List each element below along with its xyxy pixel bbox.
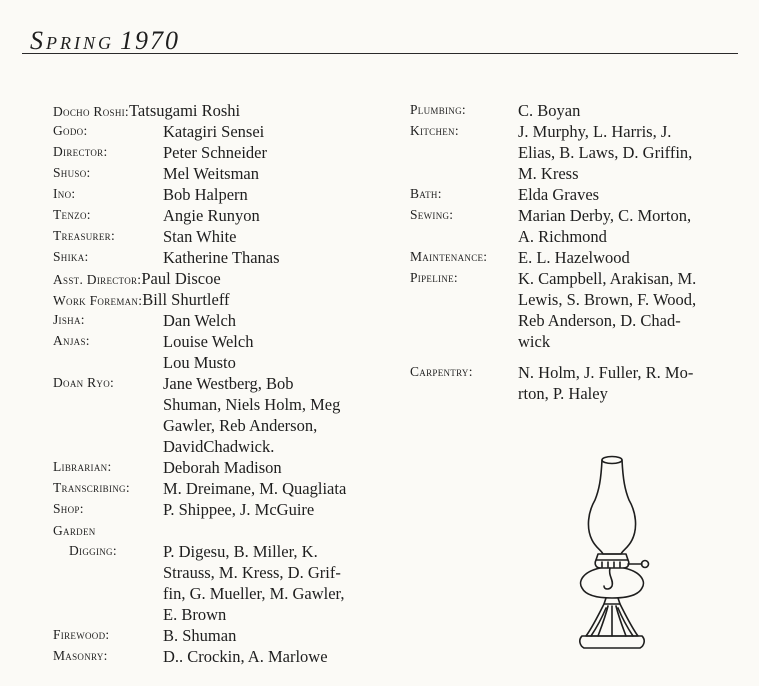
entry-pipeline xyxy=(410,268,750,352)
names-block xyxy=(142,290,229,309)
role-label: Tenzo: xyxy=(53,207,91,222)
name-line: B. Shuman xyxy=(163,626,237,645)
name-line: Mel Weitsman xyxy=(163,164,259,183)
role-label: Firewood: xyxy=(53,627,110,642)
name-line: Angie Runyon xyxy=(163,206,260,225)
name-line: Peter Schneider xyxy=(163,143,268,162)
role-label: Godo: xyxy=(53,123,88,138)
names-block xyxy=(53,163,398,184)
name-line: Bill Shurtleff xyxy=(142,290,230,309)
role-label: Treasurer: xyxy=(53,228,116,243)
names-block xyxy=(410,268,750,352)
role-label: Docho Roshi: xyxy=(53,104,129,119)
entry-godo xyxy=(53,121,398,142)
name-line: K. Campbell, Arakisan, M. xyxy=(518,269,697,288)
name-line: Jane Westberg, Bob xyxy=(163,374,294,393)
name-line: P. Digesu, B. Miller, K. xyxy=(163,542,318,561)
name-line: C. Boyan xyxy=(518,101,581,120)
name-line: Elda Graves xyxy=(518,185,600,204)
name-line: E. L. Hazelwood xyxy=(518,248,630,267)
entry-garden xyxy=(53,520,398,541)
role-label: Bath: xyxy=(410,186,442,201)
role-label: Maintenance: xyxy=(410,249,488,264)
name-line: Lewis, S. Brown, F. Wood, xyxy=(518,290,697,309)
name-line: P. Shippee, J. McGuire xyxy=(163,500,315,519)
names-block xyxy=(410,205,750,247)
name-line: fin, G. Mueller, M. Gawler, xyxy=(163,584,345,603)
role-label: Anjas: xyxy=(53,333,90,348)
name-line: Lou Musto xyxy=(163,353,236,372)
names-block xyxy=(53,184,398,205)
entry-tenzo xyxy=(53,205,398,226)
entry-shop xyxy=(53,499,398,520)
entry-kitchen xyxy=(410,121,750,184)
name-line: DavidChadwick. xyxy=(163,437,275,456)
name-line: Paul Discoe xyxy=(141,269,221,288)
names-block xyxy=(141,269,220,288)
title-season: Spring xyxy=(30,26,114,55)
role-label: Director: xyxy=(53,144,108,159)
role-label: Masonry: xyxy=(53,648,108,663)
entry-librarian xyxy=(53,457,398,478)
entry-director xyxy=(53,142,398,163)
page-title xyxy=(30,26,180,56)
entry-digging xyxy=(53,541,398,625)
names-block xyxy=(53,121,398,142)
entry-maintenance xyxy=(410,247,750,268)
entry-shuso xyxy=(53,163,398,184)
entry-carpentry xyxy=(410,362,750,404)
name-line: wick xyxy=(518,332,551,351)
entry-treasurer xyxy=(53,226,398,247)
entry-plumbing xyxy=(410,100,750,121)
role-label: Doan Ryo: xyxy=(53,375,115,390)
name-line: D.. Crockin, A. Marlowe xyxy=(163,647,328,666)
names-block xyxy=(53,499,398,520)
role-label: Carpentry: xyxy=(410,364,473,379)
name-line: Shuman, Niels Holm, Meg xyxy=(163,395,341,414)
entry-asst-director xyxy=(53,268,398,289)
entry-bath xyxy=(410,184,750,205)
name-line: Katherine Thanas xyxy=(163,248,280,267)
names-block xyxy=(53,310,398,331)
name-line: Dan Welch xyxy=(163,311,237,330)
role-label: Asst. Director: xyxy=(53,272,142,287)
name-line: Katagiri Sensei xyxy=(163,122,265,141)
header-rule xyxy=(22,53,738,54)
names-block xyxy=(53,247,398,268)
role-label: Plumbing: xyxy=(410,102,466,117)
role-label: Sewing: xyxy=(410,207,454,222)
name-line: Marian Derby, C. Morton, xyxy=(518,206,692,225)
name-line: Deborah Madison xyxy=(163,458,282,477)
role-label: Garden xyxy=(53,523,96,538)
name-line: Reb Anderson, D. Chad- xyxy=(518,311,681,330)
entry-docho-roshi xyxy=(53,100,398,121)
role-label: Librarian: xyxy=(53,459,112,474)
name-line: Strauss, M. Kress, D. Grif- xyxy=(163,563,341,582)
role-label: Shuso: xyxy=(53,165,91,180)
entry-firewood xyxy=(53,625,398,646)
role-label: Digging: xyxy=(69,543,117,558)
entry-masonry xyxy=(53,646,398,667)
name-line: Stan White xyxy=(163,227,237,246)
entry-sewing xyxy=(410,205,750,247)
name-line: M. Kress xyxy=(518,164,579,183)
entry-doan-ryo xyxy=(53,373,398,457)
role-label: Transcribing: xyxy=(53,480,130,495)
name-line: rton, P. Haley xyxy=(518,384,608,403)
left-column xyxy=(53,100,398,667)
entry-shika xyxy=(53,247,398,268)
role-label: Work Foreman: xyxy=(53,293,143,308)
role-label: Ino: xyxy=(53,186,76,201)
name-line: Gawler, Reb Anderson, xyxy=(163,416,318,435)
entry-transcribing xyxy=(53,478,398,499)
name-line: Bob Halpern xyxy=(163,185,248,204)
role-label: Kitchen: xyxy=(410,123,459,138)
title-year: 1970 xyxy=(120,26,180,55)
entry-jisha xyxy=(53,310,398,331)
right-column xyxy=(410,100,750,404)
names-block xyxy=(53,331,398,373)
name-line: Elias, B. Laws, D. Griffin, xyxy=(518,143,693,162)
name-line: J. Murphy, L. Harris, J. xyxy=(518,122,672,141)
role-label: Jisha: xyxy=(53,312,85,327)
name-line: M. Dreimane, M. Quagliata xyxy=(163,479,347,498)
oil-lamp-icon xyxy=(568,450,678,655)
name-line: Tatsugami Roshi xyxy=(128,101,241,120)
names-block xyxy=(53,205,398,226)
name-line: E. Brown xyxy=(163,605,227,624)
names-block xyxy=(410,184,750,205)
names-block xyxy=(129,101,240,120)
entry-work-foreman xyxy=(53,289,398,310)
entry-ino xyxy=(53,184,398,205)
name-line: N. Holm, J. Fuller, R. Mo- xyxy=(518,363,694,382)
role-label: Pipeline: xyxy=(410,270,458,285)
role-label: Shika: xyxy=(53,249,89,264)
name-line: Louise Welch xyxy=(163,332,254,351)
names-block xyxy=(410,121,750,184)
entry-anjas xyxy=(53,331,398,373)
name-line: A. Richmond xyxy=(518,227,607,246)
role-label: Shop: xyxy=(53,501,84,516)
